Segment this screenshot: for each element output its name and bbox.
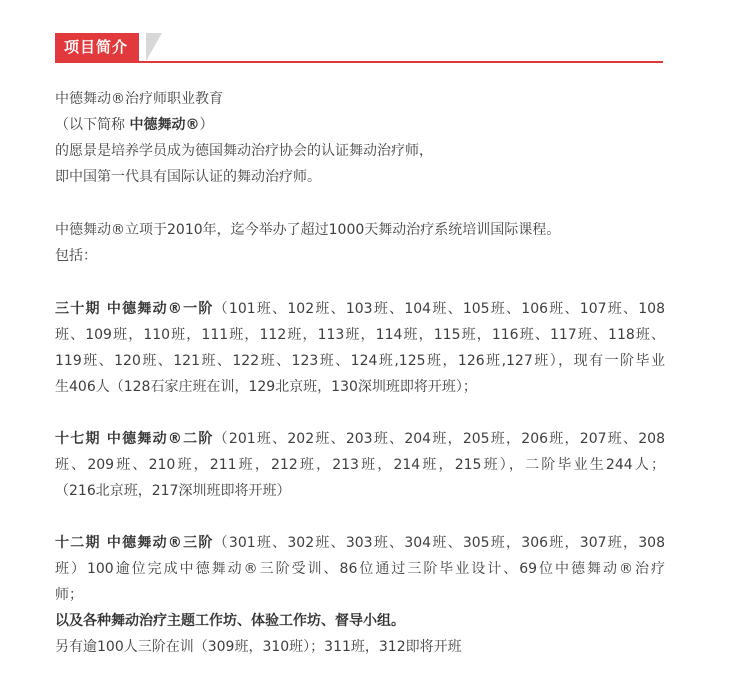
- intro-line-2-pre: （以下简称: [55, 117, 130, 133]
- level3-line-2: 班）100逾位完成中德舞动®三阶受训、86位通过三阶毕业设计、69位中德舞动®治疗: [55, 561, 665, 577]
- spacer: [55, 504, 665, 530]
- level2-line-1-rest: （201班、202班、203班、204班，205班，206班，207班、208: [213, 431, 665, 447]
- intro-line-4: 即中国第一代具有国际认证的舞动治疗师。: [55, 169, 321, 185]
- level1-line-4: 生406人（128石家庄班在训，129北京班，130深圳班即将开班）；: [55, 379, 477, 395]
- level1-line-3: 119班、120班、121班、122班、123班、124班,125班，126班,127班），现有一阶毕业: [55, 353, 665, 369]
- spacer: [55, 400, 665, 426]
- level2-line-1: [55, 426, 665, 452]
- intro-line-3: 的愿景是培养学员成为德国舞动治疗协会的认证舞动治疗师，: [55, 143, 433, 159]
- level2-line-2: 班、209班、210班，211班，212班，213班，214班，215班），二阶毕业生244人；: [55, 457, 665, 473]
- intro-line-1: 中德舞动®治疗师职业教育: [55, 91, 223, 107]
- header-fold-decoration: [146, 33, 162, 61]
- level3-line-4: [55, 608, 665, 634]
- intro-line-2-post: ）: [199, 117, 214, 133]
- founding-line-2: 包括：: [55, 248, 97, 264]
- spacer: [55, 190, 665, 217]
- section-header: [55, 33, 663, 63]
- level3-line-1-rest: （301班、302班、303班、304班、305班，306班，307班，308: [213, 535, 665, 551]
- section-title: 项目简介: [55, 33, 139, 61]
- intro-line-2: [55, 112, 665, 138]
- level2-line-3: （216北京班，217深圳班即将开班）: [55, 483, 291, 499]
- level1-line-1: [55, 296, 665, 322]
- level1-line-1-rest: （101班、102班、103班、104班、105班、106班、107班、108: [213, 301, 665, 317]
- level3-workshops-bold: 以及各种舞动治疗主题工作坊、体验工作坊、督导小组。: [55, 613, 405, 629]
- level3-line-5: 另有逾100人三阶在训（309班，310班）；311班，312即将开班: [55, 639, 462, 655]
- spacer: [55, 269, 665, 296]
- level3-title: 十二期 中德舞动®三阶: [55, 535, 214, 551]
- article-body: [55, 86, 665, 660]
- level1-title: 三十期 中德舞动®一阶: [55, 301, 214, 317]
- level3-line-3: 师；: [55, 587, 83, 603]
- founding-line-1: 中德舞动®立项于2010年，迄今举办了超过1000天舞动治疗系统培训国际课程。: [55, 222, 561, 238]
- level3-line-1: [55, 530, 665, 556]
- intro-brand-bold: 中德舞动®: [129, 117, 200, 133]
- level2-title: 十七期 中德舞动®二阶: [55, 431, 214, 447]
- header-divider: [55, 61, 663, 63]
- level1-line-2: 班、109班，110班，111班，112班，113班，114班，115班，116班、117班、118班、: [55, 327, 665, 343]
